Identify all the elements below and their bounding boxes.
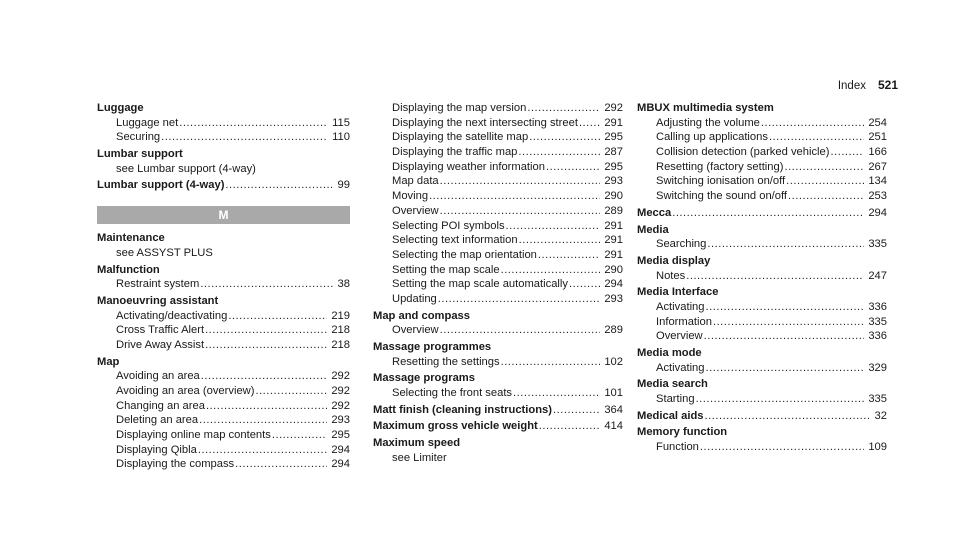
dot-leader <box>539 419 601 434</box>
index-subentry-text: Overview <box>392 324 439 337</box>
index-subentry <box>637 361 887 376</box>
index-subentry-page: 218 <box>331 338 350 351</box>
index-subentry <box>97 162 350 177</box>
index-entry-title <box>97 231 350 246</box>
index-entry <box>373 419 623 434</box>
index-subentry-text: Restraint system <box>116 278 200 291</box>
index-subentry <box>97 428 350 443</box>
index-subentry-text: Displaying the compass <box>116 458 235 471</box>
index-subentry-text: Switching ionisation on/off <box>656 175 786 188</box>
index-subentry-text: Avoiding an area <box>116 370 200 383</box>
index-subentry-page: 295 <box>604 160 623 173</box>
index-entry-title-page: 364 <box>604 403 623 416</box>
dot-leader <box>706 300 865 315</box>
index-subentry-text: Moving <box>392 190 429 203</box>
dot-leader <box>198 443 327 458</box>
dot-leader <box>519 233 601 248</box>
dot-leader <box>272 428 327 443</box>
index-entry-title-page: 294 <box>868 206 887 219</box>
index-subentry-text: Switching the sound on/off <box>656 190 788 203</box>
index-entry-title <box>373 419 623 434</box>
index-subentry-text: Calling up applications <box>656 131 768 144</box>
index-entry-title <box>637 254 887 269</box>
index-entry-title <box>637 425 887 440</box>
dot-leader <box>501 355 601 370</box>
index-subentry-text: Setting the map scale <box>392 263 500 276</box>
index-subentry <box>637 145 887 160</box>
index-subentry <box>373 101 623 116</box>
index-subentry <box>637 329 887 344</box>
index-subentry-text: Avoiding an area (overview) <box>116 385 255 397</box>
index-subentry-page: 267 <box>868 160 887 173</box>
index-subentry <box>373 145 623 160</box>
index-subentry-page: 166 <box>868 146 887 159</box>
index-entry-title <box>637 377 887 392</box>
index-subentry-page: 294 <box>604 278 623 291</box>
index-subentry-text: see Lumbar support (4-way) <box>116 162 256 175</box>
index-subentry-page: 254 <box>868 116 887 129</box>
index-subentry-text: Information <box>656 315 712 328</box>
index-subentry <box>637 392 887 407</box>
index-subentry <box>373 323 623 338</box>
index-subentry-text: Displaying Qibla <box>116 443 197 456</box>
dot-leader <box>707 237 864 252</box>
index-subentry <box>97 277 350 292</box>
index-subentry-text: Deleting an area <box>116 414 199 427</box>
index-entry-title-text: Media search <box>637 378 708 391</box>
index-subentry <box>97 323 350 338</box>
index-column-3 <box>637 101 887 457</box>
index-subentry-page: 290 <box>604 263 623 276</box>
dot-leader <box>553 403 600 418</box>
index-subentry-page: 336 <box>868 300 887 313</box>
index-subentry-page: 289 <box>604 204 623 217</box>
index-entry-title-text: Media Interface <box>637 286 719 299</box>
index-subentry-page: 295 <box>604 131 623 144</box>
index-subentry-text: Selecting POI symbols <box>392 219 505 232</box>
index-entry-title-text: Map and compass <box>373 309 470 322</box>
index-subentry <box>373 277 623 292</box>
index-subentry-page: 293 <box>604 175 623 188</box>
index-subentry-page: 109 <box>868 441 887 454</box>
index-subentry-page: 115 <box>332 116 350 129</box>
index-entry-title <box>637 409 887 424</box>
index-entry-title <box>97 178 350 193</box>
section-label: Index <box>837 80 866 92</box>
index-entry-title-page: 99 <box>337 179 350 192</box>
index-subentry-page: 293 <box>604 292 623 305</box>
index-subentry-page: 291 <box>604 116 623 129</box>
index-entry <box>373 403 623 418</box>
index-subentry-page: 295 <box>331 429 350 442</box>
index-entry <box>637 101 887 204</box>
index-subentry-text: Overview <box>392 204 439 217</box>
index-subentry <box>97 116 350 131</box>
index-subentry <box>637 189 887 204</box>
index-entry <box>373 309 623 338</box>
index-entry-title-text: Malfunction <box>97 263 160 276</box>
index-subentry-page: 292 <box>331 399 350 412</box>
index-subentry-page: 38 <box>337 278 350 291</box>
index-subentry-page: 247 <box>868 269 887 282</box>
index-subentry-text: Resetting (factory setting) <box>656 160 784 173</box>
index-entry-title-text: Media mode <box>637 347 702 359</box>
index-column-2 <box>373 101 623 468</box>
index-column-1 <box>97 101 350 474</box>
index-entry <box>637 377 887 406</box>
dot-leader <box>440 174 601 189</box>
index-subentry-text: Selecting the map orientation <box>392 248 537 261</box>
index-subentry-text: Displaying the traffic map <box>392 146 518 159</box>
index-subentry <box>637 300 887 315</box>
index-subentry-text: Starting <box>656 393 695 406</box>
index-subentry-page: 251 <box>868 131 887 144</box>
index-entry-title-text: Memory function <box>637 426 728 439</box>
index-subentry <box>373 219 623 234</box>
dot-leader <box>199 413 327 428</box>
index-subentry-page: 329 <box>868 361 887 374</box>
index-subentry-text: Selecting text information <box>392 234 518 247</box>
index-subentry <box>97 443 350 458</box>
index-subentry <box>637 130 887 145</box>
index-subentry <box>637 315 887 330</box>
index-entry <box>637 409 887 424</box>
index-entry <box>373 101 623 307</box>
index-subentry-page: 335 <box>868 315 887 328</box>
dot-leader <box>569 277 600 292</box>
index-entry-title <box>97 101 350 116</box>
index-subentry-text: Displaying the next intersecting street <box>392 116 578 129</box>
index-entry-title <box>637 285 887 300</box>
dot-leader <box>228 309 327 324</box>
index-entry-title-text: Lumbar support (4-way) <box>97 179 225 192</box>
dot-leader <box>831 145 865 160</box>
index-subentry-text: Updating <box>392 292 437 305</box>
index-subentry <box>637 116 887 131</box>
index-entry-title-text: Maintenance <box>97 232 165 245</box>
index-subentry <box>373 451 623 466</box>
dot-leader <box>513 386 600 401</box>
index-subentry-text: Notes <box>656 269 686 282</box>
index-subentry <box>97 130 350 145</box>
index-subentry-page: 292 <box>331 370 350 383</box>
index-entry <box>97 101 350 145</box>
index-entry-title-text: Manoeuvring assistant <box>97 294 219 307</box>
index-subentry-text: see Limiter <box>392 451 447 464</box>
dot-leader <box>706 361 865 376</box>
index-entry-title <box>637 101 887 116</box>
dot-leader <box>440 204 601 219</box>
index-subentry <box>373 189 623 204</box>
index-subentry-text: Setting the map scale automatically <box>392 278 568 291</box>
dot-leader <box>696 392 865 407</box>
index-entry-title <box>373 371 623 386</box>
index-subentry <box>97 246 350 261</box>
dot-leader <box>501 263 601 278</box>
index-subentry-page: 102 <box>604 355 623 368</box>
index-subentry-page: 292 <box>331 385 350 397</box>
index-subentry <box>373 116 623 131</box>
index-subentry <box>373 204 623 219</box>
index-subentry-page: 293 <box>331 414 350 427</box>
dot-leader <box>235 457 327 472</box>
index-subentry-page: 335 <box>868 238 887 251</box>
dot-leader <box>579 116 600 131</box>
index-subentry <box>373 130 623 145</box>
index-subentry-page: 134 <box>868 175 887 188</box>
index-entry <box>97 355 350 473</box>
index-subentry <box>637 440 887 455</box>
dot-leader <box>769 130 864 145</box>
index-entry-title-text: Massage programmes <box>373 341 492 353</box>
index-subentry-page: 292 <box>604 102 623 114</box>
index-subentry <box>373 248 623 263</box>
index-subentry-text: Resetting the settings <box>392 355 500 368</box>
index-entry-title-text: Media display <box>637 254 711 267</box>
dot-leader <box>788 189 864 204</box>
index-entry <box>97 263 350 292</box>
index-subentry <box>97 369 350 384</box>
dot-leader <box>161 130 328 145</box>
index-subentry <box>97 338 350 353</box>
index-entry-title-text: Map <box>97 355 120 368</box>
index-subentry-page: 253 <box>868 190 887 203</box>
index-entry-title-text: Maximum gross vehicle weight <box>373 420 538 433</box>
index-subentry <box>97 457 350 472</box>
index-entry-title-text: MBUX multimedia system <box>637 102 774 114</box>
index-entry <box>373 340 623 369</box>
index-subentry-page: 101 <box>604 387 623 400</box>
dot-leader <box>529 130 600 145</box>
index-subentry-page: 290 <box>604 190 623 203</box>
index-subentry-text: see ASSYST PLUS <box>116 246 213 259</box>
index-subentry-page: 294 <box>331 443 350 456</box>
dot-leader <box>686 269 864 284</box>
index-subentry-page: 289 <box>604 324 623 337</box>
index-subentry-text: Securing <box>116 131 161 144</box>
index-subentry-text: Searching <box>656 238 707 251</box>
dot-leader <box>713 315 864 330</box>
index-entry <box>97 231 350 260</box>
index-subentry-text: Overview <box>656 330 703 343</box>
index-entry-title-text: Media <box>637 223 669 236</box>
index-entry-title-text: Massage programs <box>373 372 475 385</box>
index-entry-title <box>373 309 623 324</box>
index-subentry <box>373 292 623 307</box>
section-letter-bar: M <box>97 206 350 224</box>
index-entry <box>97 294 350 353</box>
dot-leader <box>784 160 864 175</box>
index-subentry-text: Function <box>656 441 699 454</box>
index-subentry <box>373 386 623 401</box>
index-entry-title <box>637 206 887 221</box>
dot-leader <box>440 323 601 338</box>
index-subentry-page: 219 <box>331 309 350 322</box>
index-entry-title <box>373 403 623 418</box>
index-subentry-text: Collision detection (parked vehicle) <box>656 146 830 159</box>
index-entry-title <box>97 355 350 370</box>
index-subentry-text: Activating/deactivating <box>116 309 228 322</box>
index-entry-title-page: 414 <box>604 420 623 433</box>
index-entry-title-text: Maximum speed <box>373 437 461 450</box>
dot-leader <box>506 219 601 234</box>
index-entry-title <box>97 294 350 309</box>
index-subentry <box>373 233 623 248</box>
index-entry-title <box>637 223 887 238</box>
index-entry-title-text: Matt finish (cleaning instructions) <box>373 403 553 416</box>
index-entry <box>373 371 623 400</box>
dot-leader <box>786 174 864 189</box>
index-subentry-text: Changing an area <box>116 399 205 412</box>
index-subentry-text: Drive Away Assist <box>116 338 205 351</box>
index-entry-title <box>97 147 350 162</box>
index-subentry-text: Cross Traffic Alert <box>116 324 205 337</box>
index-entry-title-text: Lumbar support <box>97 148 183 161</box>
index-subentry-page: 335 <box>868 393 887 406</box>
index-subentry-text: Map data <box>392 175 439 188</box>
index-entry-title <box>373 340 623 355</box>
index-subentry <box>637 174 887 189</box>
dot-leader <box>206 399 327 414</box>
index-subentry <box>97 413 350 428</box>
index-entry-title <box>637 346 887 361</box>
index-subentry-text: Activating <box>656 361 705 374</box>
dot-leader <box>700 440 864 455</box>
index-subentry <box>373 263 623 278</box>
index-subentry-text: Adjusting the volume <box>656 116 760 129</box>
dot-leader <box>201 369 328 384</box>
dot-leader <box>255 384 327 399</box>
dot-leader <box>429 189 600 204</box>
dot-leader <box>527 101 600 116</box>
dot-leader <box>225 178 333 193</box>
dot-leader <box>704 329 865 344</box>
dot-leader <box>200 277 333 292</box>
index-entry-title-page: 32 <box>874 409 887 422</box>
index-entry-title-text: Medical aids <box>637 409 704 422</box>
index-subentry-page: 294 <box>331 458 350 471</box>
index-entry <box>637 206 887 221</box>
index-subentry-page: 336 <box>868 330 887 343</box>
index-subentry-page: 291 <box>604 234 623 247</box>
dot-leader <box>538 248 600 263</box>
dot-leader <box>205 338 327 353</box>
dot-leader <box>438 292 601 307</box>
index-subentry-text: Activating <box>656 300 705 313</box>
index-entry <box>637 346 887 375</box>
index-entry <box>637 254 887 283</box>
dot-leader <box>761 116 864 131</box>
index-subentry <box>637 269 887 284</box>
index-subentry <box>97 309 350 324</box>
index-subentry-text: Displaying online map contents <box>116 429 271 442</box>
index-subentry-text: Displaying the satellite map <box>392 131 529 144</box>
index-entry <box>97 178 350 193</box>
index-entry <box>637 285 887 344</box>
index-subentry-page: 218 <box>331 324 350 337</box>
dot-leader <box>205 323 327 338</box>
index-entry <box>637 223 887 252</box>
index-subentry <box>373 174 623 189</box>
dot-leader <box>705 409 871 424</box>
index-subentry-text: Selecting the front seats <box>392 387 513 400</box>
index-subentry-page: 110 <box>332 131 350 144</box>
dot-leader <box>518 145 600 160</box>
index-entry-title-text: Luggage <box>97 102 144 114</box>
dot-leader <box>179 116 328 131</box>
index-subentry-page: 291 <box>604 248 623 261</box>
index-subentry <box>97 399 350 414</box>
index-subentry-text: Luggage net <box>116 116 179 129</box>
index-subentry <box>637 237 887 252</box>
index-entry <box>97 147 350 176</box>
dot-leader <box>672 206 864 221</box>
index-entry-title <box>373 436 623 451</box>
index-subentry <box>373 160 623 175</box>
index-subentry-text: Displaying weather information <box>392 160 545 173</box>
index-entry <box>637 425 887 454</box>
dot-leader <box>546 160 600 175</box>
index-subentry-page: 291 <box>604 219 623 232</box>
index-entry-title-text: Mecca <box>637 206 672 219</box>
index-entry <box>373 436 623 465</box>
index-entry-title <box>97 263 350 278</box>
index-subentry-page: 287 <box>604 146 623 159</box>
index-subentry-text: Displaying the map version <box>392 102 527 114</box>
index-subentry <box>97 384 350 399</box>
page-header <box>838 78 898 92</box>
index-subentry <box>373 355 623 370</box>
index-subentry <box>637 160 887 175</box>
page-number: 521 <box>877 78 898 92</box>
